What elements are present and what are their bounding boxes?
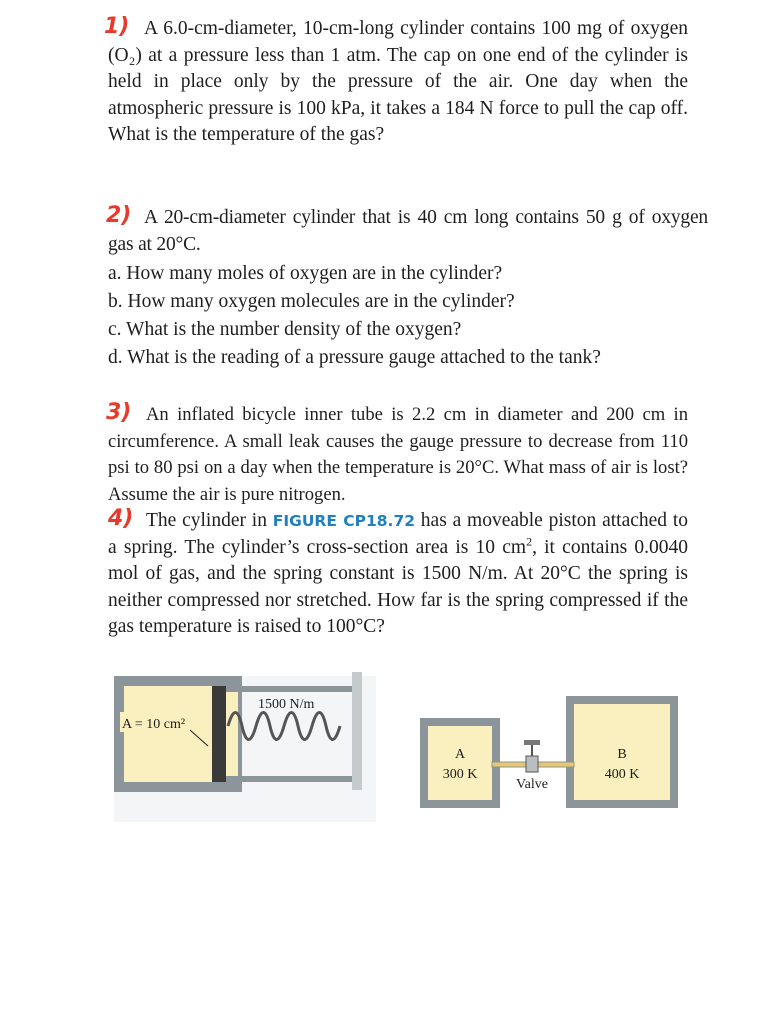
list-item: c. What is the number density of the oxygen? [108, 319, 462, 340]
valve-handle [524, 740, 540, 745]
spring-constant-label: 1500 N/m [258, 697, 315, 712]
handwritten-marker-1: 1) [104, 14, 130, 39]
figure-reference-link[interactable]: FIGURE CP18.72 [272, 512, 416, 530]
list-item: b. How many oxygen molecules are in the cylinder? [108, 291, 515, 312]
problem-2-parts [108, 260, 708, 372]
problem-1 [108, 16, 688, 149]
piston [212, 686, 226, 782]
area-label: A = 10 cm² [122, 717, 186, 732]
housing-top [226, 686, 356, 692]
problem-4-text-end: , it contains 0.0040 mol of gas, and the spring constant is 1500 N/m. At 20°C the spring is neither compressed nor stretched. How far is the spring compressed if the gas temperature is raised to 100°C? [108, 536, 688, 637]
piston-cylinder-figure [114, 672, 376, 822]
tank-a-label: A [454, 747, 466, 762]
handwritten-marker-2: 2) [106, 203, 132, 228]
problem-4-text-mid: has a moveable piston attached to a spring. The cylinder’s cross-section area is 10 cm [108, 510, 688, 558]
tank-b-label: B [617, 747, 627, 762]
tank-b-temperature: 400 K [604, 767, 640, 782]
tank-a-gas [428, 726, 492, 800]
problem-3 [108, 402, 688, 508]
problem-1-text: A 6.0-cm-diameter, 10-cm-long cylinder contains 100 mg of oxygen (O₂) at a pressure less than 1 atm. The cap on one end of the cylinder is held in place only by the pressure of the air. One day when the atmospheric pressure is 100 kPa, it takes a 184 N force to pull the cap off. What is the temperature of the gas? [108, 18, 688, 145]
figure-svg [108, 668, 708, 828]
list-item: a. How many moles of oxygen are in the cylinder? [108, 263, 503, 284]
problem-4-text [108, 508, 688, 641]
problem-4-text-start: The cylinder in [146, 510, 273, 531]
valve-label: Valve [516, 777, 548, 792]
problem-4 [108, 508, 688, 641]
list-item: d. What is the reading of a pressure gauge attached to the tank? [108, 347, 601, 368]
two-tank-figure [420, 696, 678, 808]
spring-wall [352, 672, 362, 790]
housing-bottom [226, 776, 356, 782]
handwritten-marker-3: 3) [106, 400, 132, 425]
problem-3-text: An inflated bicycle inner tube is 2.2 cm in diameter and 200 cm in circumference. A small leak causes the gauge pressure to decrease from 110 psi to 80 psi on a day when the temperature is 20°C. What mass of air is lost? Assume the air is pure nitrogen. [108, 404, 688, 505]
tank-a-temperature: 300 K [442, 767, 478, 782]
problem-2-text: A 20-cm-diameter cylinder that is 40 cm long contains 50 g of oxygen gas at 20°C. [108, 207, 708, 255]
problem-2 [108, 205, 708, 372]
valve-body [526, 756, 538, 772]
figure-area [108, 668, 708, 828]
handwritten-marker-4: 4) [108, 506, 134, 531]
area-exponent: 2 [526, 534, 533, 548]
